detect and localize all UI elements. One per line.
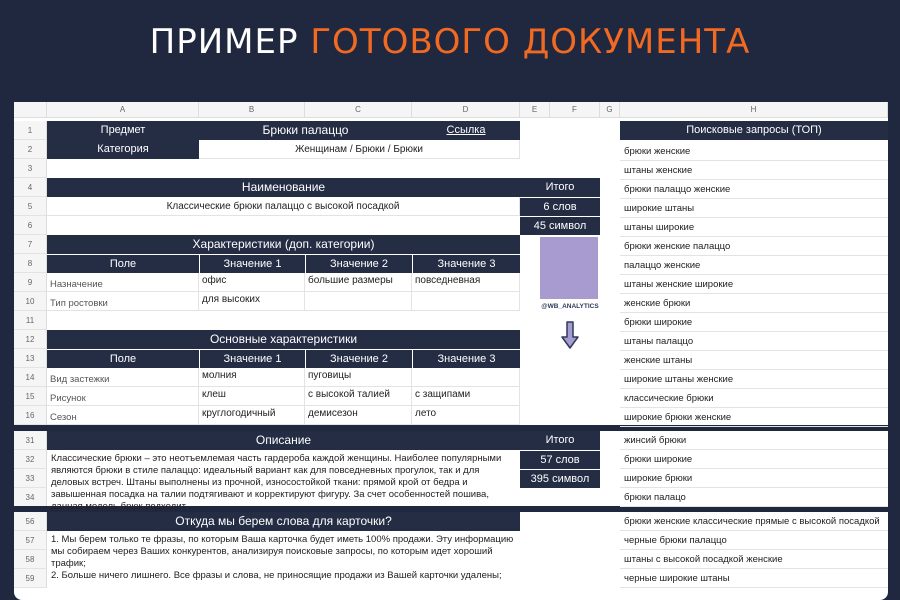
search-query[interactable]: широкие штаны	[620, 199, 888, 218]
row-number[interactable]: 2	[14, 140, 47, 159]
extra-chars-header: Характеристики (доп. категории)	[47, 235, 520, 254]
col-header-f[interactable]: F	[550, 102, 600, 118]
extra-row-field[interactable]: Назначение	[47, 273, 199, 292]
main-row-value[interactable]: пуговицы	[305, 368, 412, 387]
col-header-e[interactable]: E	[520, 102, 550, 118]
main-row-field[interactable]: Вид застежки	[47, 368, 199, 387]
product-link[interactable]: Ссылка	[412, 121, 520, 140]
col-header-d[interactable]: D	[412, 102, 520, 118]
search-header: Поисковые запросы (ТОП)	[620, 121, 888, 140]
row-number[interactable]: 9	[14, 273, 47, 292]
description-total-label: Итого	[520, 431, 600, 450]
main-col-value2: Значение 2	[305, 349, 412, 368]
main-row-field[interactable]: Рисунок	[47, 387, 199, 406]
row-number[interactable]: 10	[14, 292, 47, 311]
search-query[interactable]: брюки палаццо женские	[620, 180, 888, 199]
watermark-text: @WB_ANALYTICS	[541, 303, 599, 310]
category-label: Категория	[47, 140, 199, 159]
row-number[interactable]: 57	[14, 531, 47, 550]
extra-col-value2: Значение 2	[305, 254, 412, 273]
main-row-value[interactable]: с защипами	[412, 387, 520, 406]
main-row-value[interactable]: молния	[199, 368, 305, 387]
row-number[interactable]: 56	[14, 512, 47, 531]
naming-header: Наименование	[47, 178, 520, 197]
main-row-value[interactable]: с высокой талией	[305, 387, 412, 406]
naming-symbols: 45 символ	[520, 216, 600, 235]
title-main: ПРИМЕР	[149, 22, 299, 62]
description-text[interactable]: Классические брюки – это неотъемлемая часть гардероба каждой женщины. Наиболее популярными являются брюки в стиле палаццо: идеальный вариант как для повседневных прогулок, так и для деловых встреч. Штаны выполнены из прочной, износостойкой ткани: прямой крой от бедра и завышенная посадка на талии подтягивают и корректируют фигуру. За счет особенностей пошива, данная модель брюк подходит . . .	[51, 453, 502, 512]
row-number[interactable]: 32	[14, 450, 47, 469]
description-header: Описание	[47, 431, 520, 450]
row-number[interactable]: 11	[14, 311, 47, 330]
subject-label: Предмет	[47, 121, 199, 140]
arrow-down-icon	[559, 320, 581, 350]
row-number[interactable]: 59	[14, 569, 47, 588]
row-number[interactable]: 7	[14, 235, 47, 254]
description-symbols: 395 символ	[520, 469, 600, 488]
search-query[interactable]: штаны с высокой посадкой женские	[620, 550, 888, 569]
extra-row-value[interactable]	[305, 292, 412, 311]
main-row-field[interactable]: Сезон	[47, 406, 199, 425]
source-header: Откуда мы берем слова для карточки?	[47, 512, 520, 531]
main-row-value[interactable]: лето	[412, 406, 520, 425]
main-col-value3: Значение 3	[412, 349, 520, 368]
row-number[interactable]: 33	[14, 469, 47, 488]
row-number[interactable]: 6	[14, 216, 47, 235]
main-col-value1: Значение 1	[199, 349, 305, 368]
row-number[interactable]: 13	[14, 349, 47, 368]
col-header-h[interactable]: H	[620, 102, 888, 118]
color-swatch	[540, 237, 598, 299]
row-number[interactable]: 12	[14, 330, 47, 349]
search-query[interactable]: черные широкие штаны	[620, 569, 888, 588]
page-title	[0, 22, 900, 62]
row-number[interactable]: 3	[14, 159, 47, 178]
extra-row-value[interactable]: для высоких	[199, 292, 305, 311]
search-query[interactable]: широкие брюки	[620, 469, 888, 488]
corner-cell	[14, 102, 47, 118]
row-number[interactable]: 8	[14, 254, 47, 273]
search-query[interactable]: штаны палаццо	[620, 332, 888, 351]
main-chars-header: Основные характеристики	[47, 330, 520, 349]
search-query[interactable]: брюки широкие	[620, 450, 888, 469]
row-number[interactable]: 16	[14, 406, 47, 425]
extra-col-value3: Значение 3	[412, 254, 520, 273]
search-query[interactable]: женские штаны	[620, 351, 888, 370]
search-query[interactable]: брюки женские	[620, 142, 888, 161]
extra-col-field: Поле	[47, 254, 199, 273]
row-number[interactable]: 31	[14, 431, 47, 450]
description-words: 57 слов	[520, 450, 600, 469]
search-query[interactable]: широкие брюки женские	[620, 408, 888, 427]
col-header-g[interactable]: G	[600, 102, 620, 118]
main-col-field: Поле	[47, 349, 199, 368]
search-query[interactable]: широкие штаны женские	[620, 370, 888, 389]
spreadsheet	[14, 102, 888, 600]
naming-value[interactable]: Классические брюки палаццо с высокой посадкой	[47, 197, 520, 216]
category-value[interactable]: Женщинам / Брюки / Брюки	[199, 140, 520, 159]
subject-value: Брюки палаццо	[199, 121, 412, 140]
search-query[interactable]: черные брюки палаццо	[620, 531, 888, 550]
search-query[interactable]: брюки широкие	[620, 313, 888, 332]
search-query[interactable]: штаны женские широкие	[620, 275, 888, 294]
search-query[interactable]: жинсий брюки	[620, 431, 888, 450]
extra-row-value[interactable]: большие размеры	[305, 273, 412, 292]
search-query[interactable]: палаццо женские	[620, 256, 888, 275]
col-header-c[interactable]: C	[305, 102, 412, 118]
extra-row-value[interactable]: офис	[199, 273, 305, 292]
row-number[interactable]: 58	[14, 550, 47, 569]
row-number[interactable]: 1	[14, 121, 47, 140]
row-number[interactable]: 4	[14, 178, 47, 197]
main-row-value[interactable]: демисезон	[305, 406, 412, 425]
naming-total-label: Итого	[520, 178, 600, 197]
search-query[interactable]: штаны широкие	[620, 218, 888, 237]
extra-row-field[interactable]: Тип ростовки	[47, 292, 199, 311]
search-query[interactable]: брюки палацо	[620, 488, 888, 507]
main-row-value[interactable]: круглогодичный	[199, 406, 305, 425]
source-text[interactable]: 1. Мы берем только те фразы, по которым Ваша карточка будет иметь 100% продажи. Эту информацию мы собираем через Ваших конкурентов, анализируя поисковые запросы, по которым идет хороший трафик; 2. Больше ничего лишнего. Все фразы и слова, не приносящие продажи из Вашей карточки удалены;	[51, 534, 514, 581]
search-query[interactable]: штаны женские	[620, 161, 888, 180]
extra-row-value[interactable]	[412, 292, 520, 311]
naming-words: 6 слов	[520, 197, 600, 216]
title-highlight: ГОТОВОГО ДОКУМЕНТА	[310, 22, 751, 62]
extra-row-value[interactable]: повседневная	[412, 273, 520, 292]
col-header-b[interactable]: B	[199, 102, 305, 118]
row-number[interactable]: 14	[14, 368, 47, 387]
search-query[interactable]: брюки женские палаццо	[620, 237, 888, 256]
search-query[interactable]: женские брюки	[620, 294, 888, 313]
row-number[interactable]: 34	[14, 488, 47, 507]
main-row-value[interactable]: клеш	[199, 387, 305, 406]
row-number[interactable]: 15	[14, 387, 47, 406]
search-query[interactable]: брюки женские классические прямые с высокой посадкой	[620, 512, 888, 531]
main-row-value[interactable]	[412, 368, 520, 387]
row-number[interactable]: 5	[14, 197, 47, 216]
extra-col-value1: Значение 1	[199, 254, 305, 273]
col-header-a[interactable]: A	[47, 102, 199, 118]
search-query[interactable]: классические брюки	[620, 389, 888, 408]
